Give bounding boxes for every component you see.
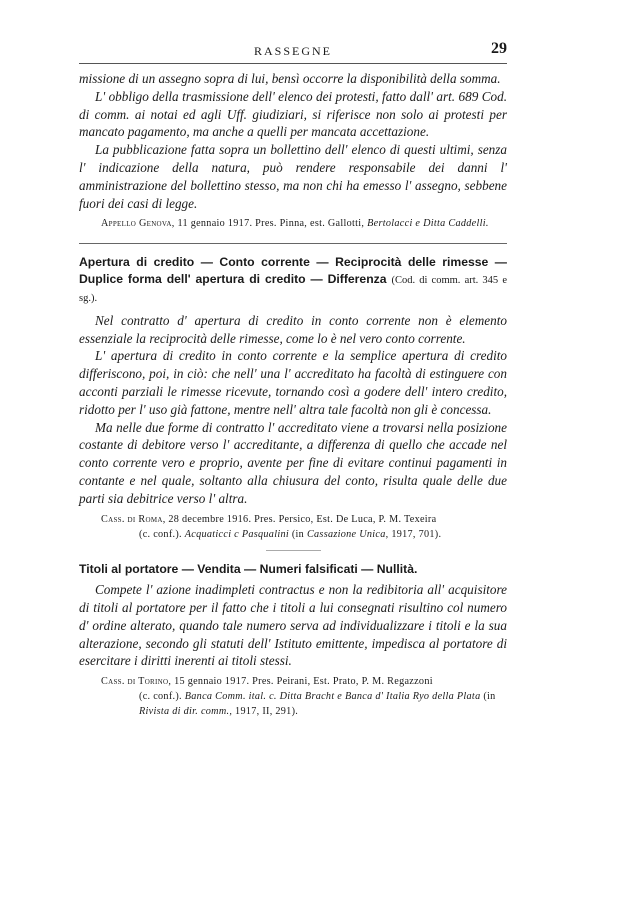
paragraph: Ma nelle due forme di contratto l' accreditato viene a trovarsi nella posizione costante di debitore verso l' accreditante, a differenza di quello che accade nel conto corrente vero e proprio, avente per fine di evitare continui pagamenti in contante e nel quale, soltanto alla chiusura del conto, risulta quale delle due parti sia debitrice verso l' altra. — [79, 419, 507, 506]
header-rule — [79, 63, 507, 64]
citation — [79, 512, 507, 542]
citation-continuation — [101, 689, 507, 719]
citation-source: Cassazione Unica, — [306, 528, 389, 540]
paragraph: Nel contratto d' apertura di credito in conto corrente non è elemento essenziale la reciprocità delle rimesse, come lo è nel vero conto corrente. — [79, 312, 507, 346]
citation-details: 15 gennaio 1917. Pres. Peirani, Est. Prato, P. M. Regazzoni — [174, 676, 433, 688]
paragraph: L' apertura di credito in conto corrente e la semplice apertura di credito differiscono, poi, in ciò: che nell' una l' accreditato ha facoltà di estinguere con acconti parziali le rimesse ricevute, tornando così a godere dell' intero credito, ridotto per l' uso già fattone, mentre nell' altra tale facoltà non gli è concessa. — [79, 348, 507, 417]
heading-reference: (Cod. di comm. art. 345 e sg.). — [79, 274, 507, 305]
running-header — [79, 40, 507, 60]
paragraph: Compete l' azione inadimpleti contractus e non la redibitoria all' acquisitore di titoli al portatore per il fatto che i titoli a lui consegnati risultino col numero d' ordine alterato, quando tale numero serva ad individualizzare i titoli e la sua alterazione, secondo gli statuti dell' Istituto emittente, impedisca al portatore di esercitare i diritti inerenti ai titoli stessi. — [79, 582, 507, 669]
page-number: 29 — [491, 40, 507, 57]
short-divider — [266, 550, 321, 551]
citation-source-open: (in — [291, 528, 305, 540]
section-protesti — [79, 70, 507, 231]
heading-text: Apertura di credito — Conto corrente — Reciprocità delle rimesse — Duplice forma dell' apertura di credito — Differenza — [79, 255, 507, 286]
citation-conf: (c. conf.). — [139, 528, 182, 540]
citation-source-open: (in — [483, 691, 496, 703]
paragraph: missione di un assegno sopra di lui, bensì occorre la disponibilità della somma. — [79, 71, 501, 86]
section-apertura-credito — [79, 254, 507, 541]
section-heading — [79, 254, 507, 308]
paragraph: L' obbligo della trasmissione dell' elenco dei protesti, fatto dall' art. 689 Cod. di comm. ai notai ed agli Uff. giudiziari, si riferisce non solo ai protesti per mancato pagamento, ma anche a quelli per mancata accettazione. — [79, 88, 507, 140]
citation-source: Rivista di dir. comm., — [139, 706, 233, 718]
citation-court: Cass. di Torino, — [101, 676, 172, 688]
citation-conf: (c. conf.). — [139, 691, 182, 703]
citation-source-ref: 1917, II, 291). — [235, 706, 299, 718]
citation-court: Appello Genova, — [101, 218, 175, 230]
section-divider — [79, 243, 507, 244]
document-page — [79, 40, 507, 719]
citation-details: 28 decembre 1916. Pres. Persico, Est. De Luca, P. M. Texeira — [168, 513, 437, 525]
citation — [79, 216, 507, 231]
citation-parties: Bertolacci e Ditta Caddelli. — [367, 218, 489, 230]
citation — [79, 674, 507, 719]
paragraph: La pubblicazione fatta sopra un bollettino dell' elenco di questi ultimi, senza l' indicazione della natura, può rendere responsabile dei danni l' amministrazione del bollettino stesso, ma non chi ha emesso l' assegno, sebbene fuori dei casi di legge. — [79, 142, 507, 211]
citation-parties: Banca Comm. ital. c. Ditta Bracht e Banca d' Italia Ryo della Plata — [184, 691, 481, 703]
section-heading: Titoli al portatore — Vendita — Numeri falsificati — Nullità. — [79, 561, 418, 576]
citation-parties: Acquaticci c Pasqualini — [184, 528, 289, 540]
citation-source-ref: 1917, 701). — [391, 528, 442, 540]
citation-details: 11 gennaio 1917. Pres. Pinna, est. Gallotti, — [177, 218, 365, 230]
citation-continuation — [101, 527, 507, 542]
citation-court: Cass. di Roma, — [101, 513, 166, 525]
section-titoli-portatore — [79, 561, 507, 719]
running-title: RASSEGNE — [253, 44, 332, 58]
